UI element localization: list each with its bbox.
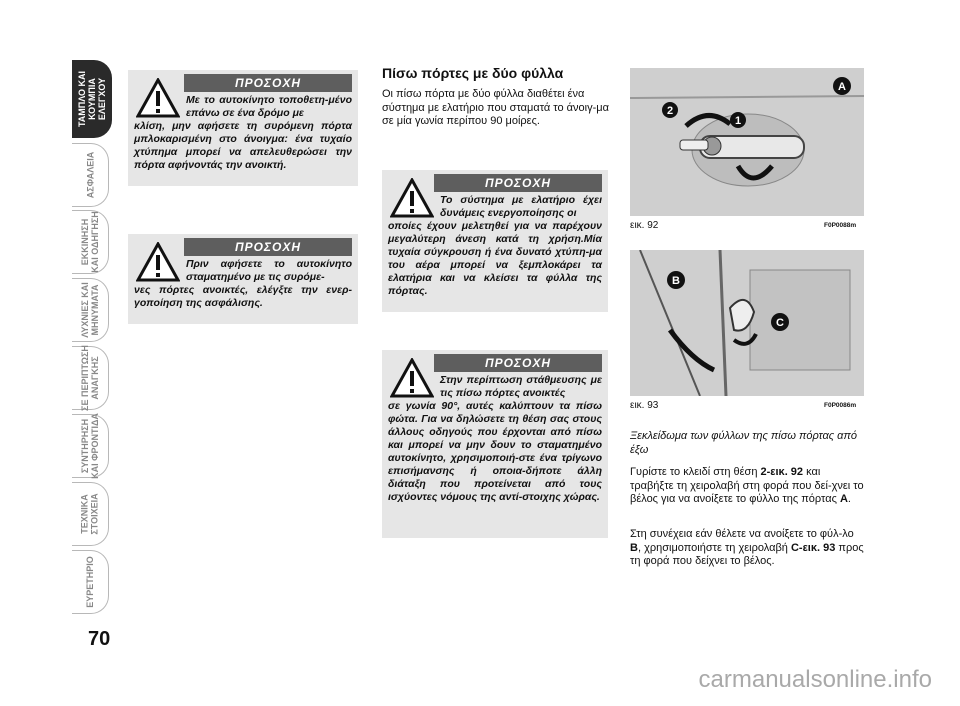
instructions-subtitle: Ξεκλείδωμα των φύλλων της πίσω πόρτας από έξω xyxy=(630,430,857,456)
tab-maintenance[interactable] xyxy=(72,414,109,478)
tab-label: ΕΥΡΕΤΗΡΙΟ xyxy=(85,556,96,608)
instructions-paragraph-1 xyxy=(630,466,864,507)
tab-label: ΤΕΧΝΙΚΑ ΣΤΟΙΧΕΙΑ xyxy=(80,493,100,535)
warning-text-rest: κλίση, μην αφήσετε τη συρόμενη πόρτα μπλοκαρισμένη στο άνοιγμα: ένα τυχαίο χτύπημα μπορεί να απελευθερώσει την πόρτα αφήνοντάς την ανοικτή. xyxy=(134,120,352,171)
tab-emergency[interactable] xyxy=(72,346,109,410)
warning-text-rest: σε γωνία 90°, αυτές καλύπτουν τα πίσω φώτα. Για να δηλώσετε τη θέση σας στους άλλους οδηγούς που έρχονται από πίσω και μπορεί να μην δουν το σταματημένο αυτοκίνητο, χρησιμοποιή-στε ένα τρίγωνο επισήμανσης ή οποια-δήποτε άλλη διάταξη που προτείνεται από τους ισχύοντες νόμους της αντί-στοιχης χώρας. xyxy=(388,400,602,503)
door-handle-illustration xyxy=(630,68,864,216)
warning-box xyxy=(128,234,358,324)
figure-label: B xyxy=(672,275,680,287)
warning-text xyxy=(134,94,352,172)
warning-header: ΠΡΟΣΟΧΗ xyxy=(434,174,602,192)
warning-header: ΠΡΟΣΟΧΗ xyxy=(184,238,352,256)
text-run-bold: A xyxy=(839,493,848,505)
warning-box xyxy=(382,350,608,538)
text-run-bold: C-εικ. 93 xyxy=(790,541,836,554)
figure-code: F0P0088m xyxy=(824,222,857,229)
figure-code: F0P0086m xyxy=(824,402,857,409)
tab-label: ΛΥΧΝΙΕΣ ΚΑΙ ΜΗΝΥΜΑΤΑ xyxy=(80,282,101,338)
figure-rear-door-lever xyxy=(630,250,864,396)
warning-box xyxy=(128,70,358,186)
section-intro: Οι πίσω πόρτα με δύο φύλλα διαθέτει ένα σύστημα με ελατήριο που σταματά το άνοιγ-μα σε μία γωνία περίπου 90 μοίρες. xyxy=(382,88,609,127)
tab-label: ΕΚΚΙΝΗΣΗ ΚΑΙ ΟΔΗΓΗΣΗ xyxy=(80,211,101,273)
text-run: Γυρίστε το κλειδί στη θέση xyxy=(630,466,761,478)
text-run: Στη συνέχεια εάν θέλετε να ανοίξετε το φύλ-λο xyxy=(630,528,854,540)
warning-text-indented: Πριν αφήσετε το αυτοκίνητο σταματημένο με τις συρόμε- xyxy=(186,258,352,283)
text-run-bold: 2-εικ. 92 xyxy=(760,466,804,478)
text-run-bold: B xyxy=(630,541,638,554)
section-title: Πίσω πόρτες με δύο φύλλα xyxy=(382,65,564,81)
tab-starting-driving[interactable] xyxy=(72,210,109,274)
watermark[interactable]: carmanualsonline.info xyxy=(698,666,932,693)
warning-text xyxy=(388,374,602,504)
tab-dashboard-controls[interactable] xyxy=(72,60,112,138)
tab-safety[interactable] xyxy=(72,143,109,207)
warning-text-rest: οποίες έχουν μελετηθεί για να παρέχουν μεγαλύτερη άνεση κατά τη χρήση.Μία τυχαία σύγκρουση ή ένα δυνατό χτύπη-μα του αέρα μπορεί να ξεμπλοκάρει τα ελατήρια και να κλείσει τα φύλλα της πόρτας. xyxy=(388,220,602,297)
figure-label: 1 xyxy=(734,115,742,127)
tab-lights-messages[interactable] xyxy=(72,278,109,342)
page-number: 70 xyxy=(88,628,111,650)
tab-technical-data[interactable] xyxy=(72,482,109,546)
tab-index[interactable] xyxy=(72,550,109,614)
figure-caption: εικ. 93 xyxy=(630,400,659,411)
warning-box xyxy=(382,170,608,312)
warning-text-indented: Στην περίπτωση στάθμευσης με τις πίσω πόρτες ανοικτές xyxy=(440,374,602,399)
warning-header: ΠΡΟΣΟΧΗ xyxy=(184,74,352,92)
warning-text-indented: Το σύστημα με ελατήριο έχει δυνάμεις ενεργοποίησης οι xyxy=(440,194,602,219)
text-run: και τραβήξτε τη χειρολαβή στη φορά που δεί-χνει το βέλος για να ανοίξετε το φύλλο της πόρτας xyxy=(630,466,864,505)
text-run: . xyxy=(847,493,851,505)
warning-text-rest: νες πόρτες ανοικτές, ελέγξτε την ενερ-γοποίηση της ασφάλισης. xyxy=(134,284,352,309)
tab-label: ΑΣΦΑΛΕΙΑ xyxy=(85,151,95,199)
tab-label: ΣΥΝΤΗΡΗΣΗ ΚΑΙ ΦΡΟΝΤΙΔΑ xyxy=(80,413,101,479)
text-run: προς τη φορά που δείχνει το βέλος. xyxy=(630,541,864,567)
instructions-paragraph-2 xyxy=(630,528,864,569)
warning-text xyxy=(134,258,352,310)
figure-label: 2 xyxy=(666,105,674,117)
sidebar xyxy=(0,0,110,706)
warning-text-indented: Με το αυτοκίνητο τοποθετη-μένο επάνω σε ένα δρόμο με xyxy=(186,94,352,119)
door-lever-illustration xyxy=(630,250,864,396)
figure-label: C xyxy=(776,317,784,329)
figure-caption: εικ. 92 xyxy=(630,220,659,231)
tab-label: ΤΑΜΠΛΟ ΚΑΙ ΚΟΥΜΠΙΑ ΕΛΕΓΧΟΥ xyxy=(77,70,107,128)
figure-door-handle xyxy=(630,68,864,216)
warning-header: ΠΡΟΣΟΧΗ xyxy=(434,354,602,372)
tab-label: ΣΕ ΠΕΡΙΠΤΩΣΗ ΑΝΑΓΚΗΣ xyxy=(80,345,100,411)
text-run: , χρησιμοποιήστε τη χειρολαβή xyxy=(637,541,791,554)
figure-label: A xyxy=(838,81,846,93)
warning-text xyxy=(388,194,602,298)
